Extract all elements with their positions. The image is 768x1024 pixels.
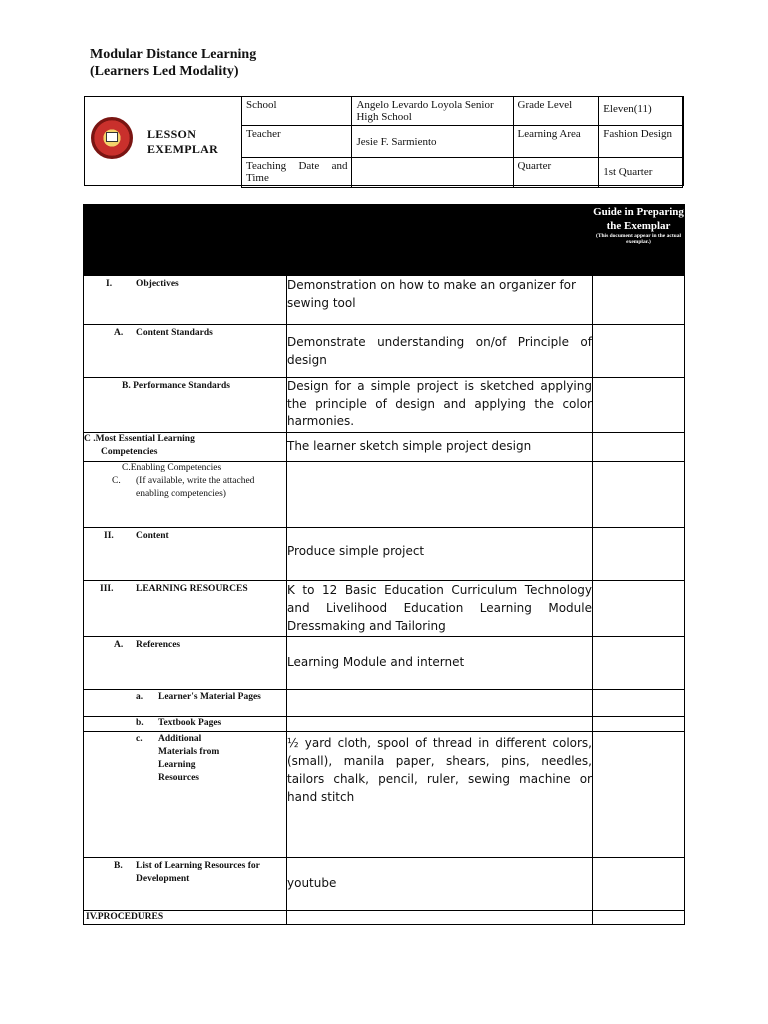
- date-label: Teaching Date and Time: [242, 158, 352, 188]
- grade-label: Grade Level: [513, 97, 599, 126]
- grade-value: Eleven(11): [599, 97, 683, 126]
- references-label: A. References: [84, 637, 287, 690]
- table-row: [84, 732, 685, 858]
- additional-materials-label: c. Additional Materials from Learning Resources: [84, 732, 287, 858]
- table-row: [84, 717, 685, 732]
- procedures-label: IV.PROCEDURES: [84, 911, 287, 925]
- objectives-label: I. Objectives: [84, 276, 287, 325]
- document-header: [90, 46, 256, 80]
- school-label: School: [242, 97, 352, 126]
- lesson-info-table: [241, 96, 683, 188]
- learning-resources-label: III. LEARNING RESOURCES: [84, 581, 287, 637]
- content-label: II. Content: [84, 528, 287, 581]
- header-title: Modular Distance Learning: [90, 47, 257, 62]
- objectives-text: Demonstration on how to make an organizer for sewing tool: [287, 276, 593, 325]
- table-row: [84, 462, 685, 528]
- content-standards-label: A. Content Standards: [84, 325, 287, 378]
- textbook-pages-label: b. Textbook Pages: [84, 717, 287, 732]
- table-row: [84, 858, 685, 911]
- melc-label: C .Most Essential Learning Competencies: [84, 433, 287, 462]
- table-row: [84, 911, 685, 925]
- table-row: [84, 276, 685, 325]
- learners-material-label: a. Learner's Material Pages: [84, 690, 287, 717]
- area-value: Fashion Design: [599, 126, 683, 158]
- content-text: Produce simple project: [287, 528, 593, 581]
- learning-resources-text: K to 12 Basic Education Curriculum Technology and Livelihood Education Learning Module Dressmaking and Tailoring: [287, 581, 593, 637]
- resources-for-development-text: youtube: [287, 858, 593, 911]
- table-row: [84, 581, 685, 637]
- quarter-label: Quarter: [513, 158, 599, 188]
- enabling-competencies-text: [287, 462, 593, 528]
- guide-header: Guide in Preparing the Exemplar (This document appear in the actual exemplar.): [593, 205, 685, 276]
- references-text: Learning Module and internet: [287, 637, 593, 690]
- lesson-info-box: [84, 96, 684, 186]
- enabling-competencies-label: C.Enabling Competencies C. (If available, write the attached enabling competencies): [84, 462, 287, 528]
- melc-text: The learner sketch simple project design: [287, 433, 593, 462]
- area-label: Learning Area: [513, 126, 599, 158]
- lesson-plan-table: [83, 204, 685, 925]
- date-value: [352, 158, 513, 188]
- resources-for-development-label: B. List of Learning Resources for Development: [84, 858, 287, 911]
- guide-note: (This document appear in the actual exemplar.): [595, 233, 681, 245]
- teacher-label: Teacher: [242, 126, 352, 158]
- table-header-row: [84, 205, 685, 276]
- school-seal-icon: [91, 117, 133, 159]
- table-row: [84, 637, 685, 690]
- performance-standards-label: B. Performance Standards: [84, 378, 287, 433]
- table-row: [84, 690, 685, 717]
- additional-materials-text: ½ yard cloth, spool of thread in different colors, (small), manila paper, shears, pins, needles, tailors chalk, pencil, ruler, sewing machine or hand stitch: [287, 732, 593, 858]
- header-subtitle: (Learners Led Modality): [90, 64, 239, 79]
- quarter-value: 1st Quarter: [599, 158, 683, 188]
- lesson-exemplar-title: LESSON EXEMPLAR: [147, 127, 219, 156]
- table-row: [84, 378, 685, 433]
- performance-standards-text: Design for a simple project is sketched applying the principle of design and applying the color harmonies.: [287, 378, 593, 433]
- table-row: [84, 433, 685, 462]
- table-row: [84, 325, 685, 378]
- teacher-value: Jesie F. Sarmiento: [352, 126, 513, 158]
- school-value: Angelo Levardo Loyola Senior High School: [352, 97, 513, 126]
- content-standards-text: Demonstrate understanding on/of Principle of design: [287, 325, 593, 378]
- table-row: [84, 528, 685, 581]
